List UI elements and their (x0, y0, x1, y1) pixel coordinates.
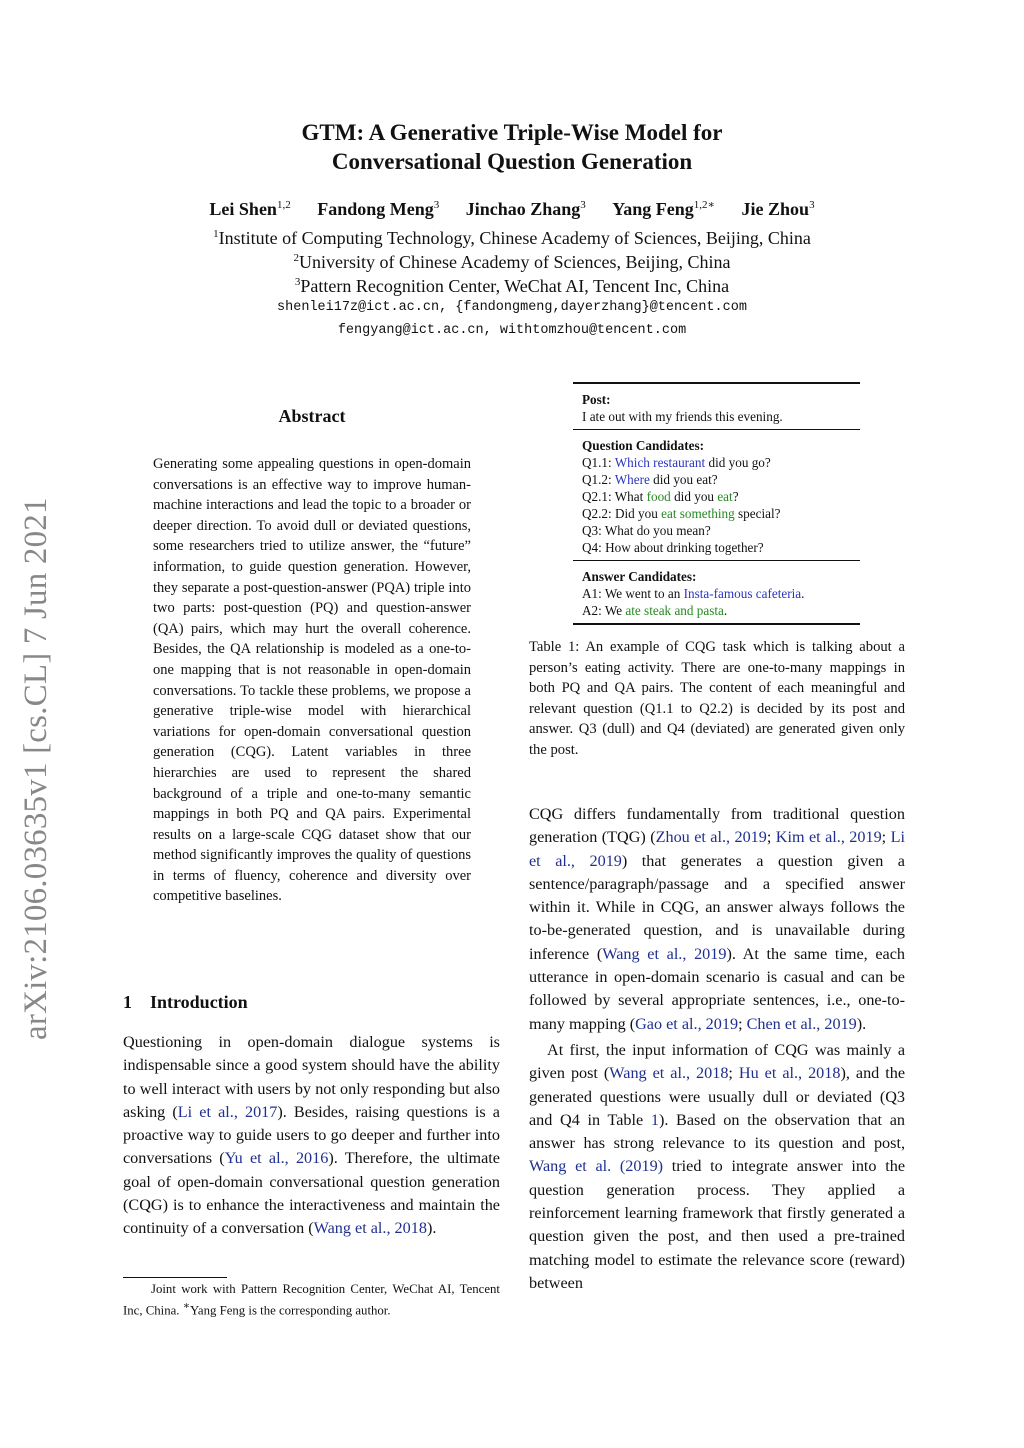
footnote: Joint work with Pattern Recognition Center, WeChat AI, Tencent Inc, China. ∗Yang Feng is the corresponding author. (123, 1282, 500, 1318)
affiliation-3: $^3$Pattern Recognition Center, WeChat AI, Tencent Inc, China (294, 276, 730, 296)
citation-link[interactable]: Hu et al., 2018 (738, 1064, 841, 1083)
affiliation-2: $^2$University of Chinese Academy of Sciences, Beijing, China (293, 252, 731, 272)
author: Jinchao Zhang$^3$ (465, 199, 586, 219)
question-q2-1: Q2.1: What food did you eat? (582, 489, 739, 504)
author: Jie Zhou$^3$ (741, 199, 815, 219)
citation-link[interactable]: Chen et al., 2019 (746, 1014, 857, 1033)
citation-link[interactable]: Wang et al. (2019) (529, 1157, 664, 1176)
citation-link[interactable]: Gao et al., 2019 (635, 1014, 739, 1033)
author: Lei Shen$^{1,2}$ (209, 199, 291, 219)
question-q1-2: Q1.2: Where did you eat? (582, 472, 718, 487)
citation-link[interactable]: Zhou et al., 2019 (655, 828, 767, 847)
question-q2-2: Q2.2: Did you eat something special? (582, 506, 781, 521)
citation-link[interactable]: Wang et al., 2018 (609, 1064, 729, 1083)
table-answers-block (573, 561, 860, 623)
right-column-text (529, 803, 905, 1295)
citation-link[interactable]: Li et al., 2019 (529, 828, 905, 870)
citation-link[interactable]: Wang et al., 2019 (602, 944, 727, 963)
table-post-block (573, 384, 860, 429)
answer-a2: A2: We ate steak and pasta. (582, 603, 728, 618)
citation-link[interactable]: Kim et al., 2019 (775, 828, 882, 847)
table-questions-block (573, 430, 860, 560)
arxiv-identifier: arXiv:2106.03635v1 [cs.CL] 7 Jun 2021 (18, 497, 54, 1040)
table-rule-bottom (573, 623, 860, 625)
introduction-paragraph: Questioning in open-domain dialogue systems is indispensable since a good system should have the ability to well interact with users by not only responding but also asking (Li et al., 2017). Besides, raising questions is a proactive way to guide users to go deeper and further into conversations (Yu et al., 2016). Therefore, the ultimate goal of open-domain conversational question generation (CQG) is to enhance the interactiveness and maintain the continuity of a conversation (Wang et al., 2018). (123, 1033, 500, 1238)
table-post-text: I ate out with my friends this evening. (582, 409, 783, 424)
question-q3: Q3: What do you mean? (582, 523, 711, 538)
abstract-heading: Abstract (278, 406, 346, 426)
question-q4: Q4: How about drinking together? (582, 540, 764, 555)
citation-link[interactable]: Li et al., 2017 (177, 1102, 278, 1121)
citation-link[interactable]: Wang et al., 2018 (313, 1219, 427, 1238)
table-questions-label: Question Candidates: (582, 438, 705, 453)
affiliation-1: $^1$Institute of Computing Technology, Chinese Academy of Sciences, Beijing, China (213, 228, 811, 248)
author: Yang Feng$^{1,2∗}$ (612, 199, 716, 219)
title-line-1: GTM: A Generative Triple-Wise Model for (301, 120, 723, 145)
section-heading-introduction: 1 Introduction (123, 992, 248, 1012)
footnote-rule (123, 1277, 227, 1278)
example-table (573, 382, 860, 625)
author-list (0, 198, 1024, 220)
table-caption: Table 1: An example of CQG task which is talking about a person’s eating activity. There are one-to-many mappings in both PQ and QA pairs. The content of each meaningful and relevant question (Q1.1 to Q2.2) is decided by its post and answer. Q3 (dull) and Q4 (deviated) are generated given only the post. (529, 639, 905, 758)
answer-a1: A1: We went to an Insta-famous cafeteria. (582, 586, 805, 601)
paragraph: At first, the input information of CQG was mainly a given post (Wang et al., 2018; Hu et al., 2018), and the generated questions were usually dull or deviated (Q3 and Q4 in Table 1). Based on the observation that an answer has strong relevance to its question and post, Wang et al. (2019) tried to integrate answer into the question generation process. They applied a reinforcement learning framework that firstly generated a question given the post, and then used a pre-trained matching model to estimate the relevance score (reward) between (529, 1040, 906, 1292)
table-answers-label: Answer Candidates: (582, 569, 697, 584)
paper-title (0, 118, 1024, 176)
question-q1-1: Q1.1: Which restaurant did you go? (582, 455, 771, 470)
table-post-label: Post: (582, 392, 611, 407)
citation-link[interactable]: Yu et al., 2016 (224, 1149, 329, 1168)
abstract-text: Generating some appealing questions in open-domain conversations is an effective way to improve human-machine interactions and lead the topic to a broader or deeper direction. To avoid dull or deviated questions, some researchers tried to utilize answer, the “future” information, to guide question generation. However, they separate a post-question-answer (PQA) triple into two parts: post-question (PQ) and question-answer (QA) pairs, which may hurt the overall coherence. Besides, the QA relationship is modeled as a one-to-one mapping that is not reasonable in open-domain conversations. To tackle these problems, we propose a generative triple-wise model with hierarchical variations for open-domain conversational question generation (CQG). Latent variables in three hierarchies are used to represent the shared background of a triple and one-to-many semantic mappings in both PQ and QA pairs. Experimental results on a large-scale CQG dataset show that our method significantly improves the quality of questions in terms of fluency, coherence and diversity over competitive baselines. (153, 456, 471, 905)
email-line-1: shenlei17z@ict.ac.cn, {fandongmeng,dayerzhang}@tencent.com (277, 300, 747, 315)
email-line-2: fengyang@ict.ac.cn, withtomzhou@tencent.com (337, 323, 687, 338)
title-line-2: Conversational Question Generation (331, 149, 693, 174)
table-reference-link[interactable]: 1 (650, 1110, 659, 1129)
author: Fandong Meng$^3$ (317, 199, 440, 219)
paragraph: CQG differs fundamentally from traditional question generation (TQG) (Zhou et al., 2019; Kim et al., 2019; Li et al., 2019) that generates a question given a sentence/paragraph/passage and a specified answer within it. While in CQG, an answer always follows the to-be-generated question, and is unavailable during inference (Wang et al., 2019). At the same time, each utterance in open-domain scenario is casual and can be followed by several appropriate sentences, i.e., one-to-many mapping (Gao et al., 2019; Chen et al., 2019). (529, 805, 906, 1033)
